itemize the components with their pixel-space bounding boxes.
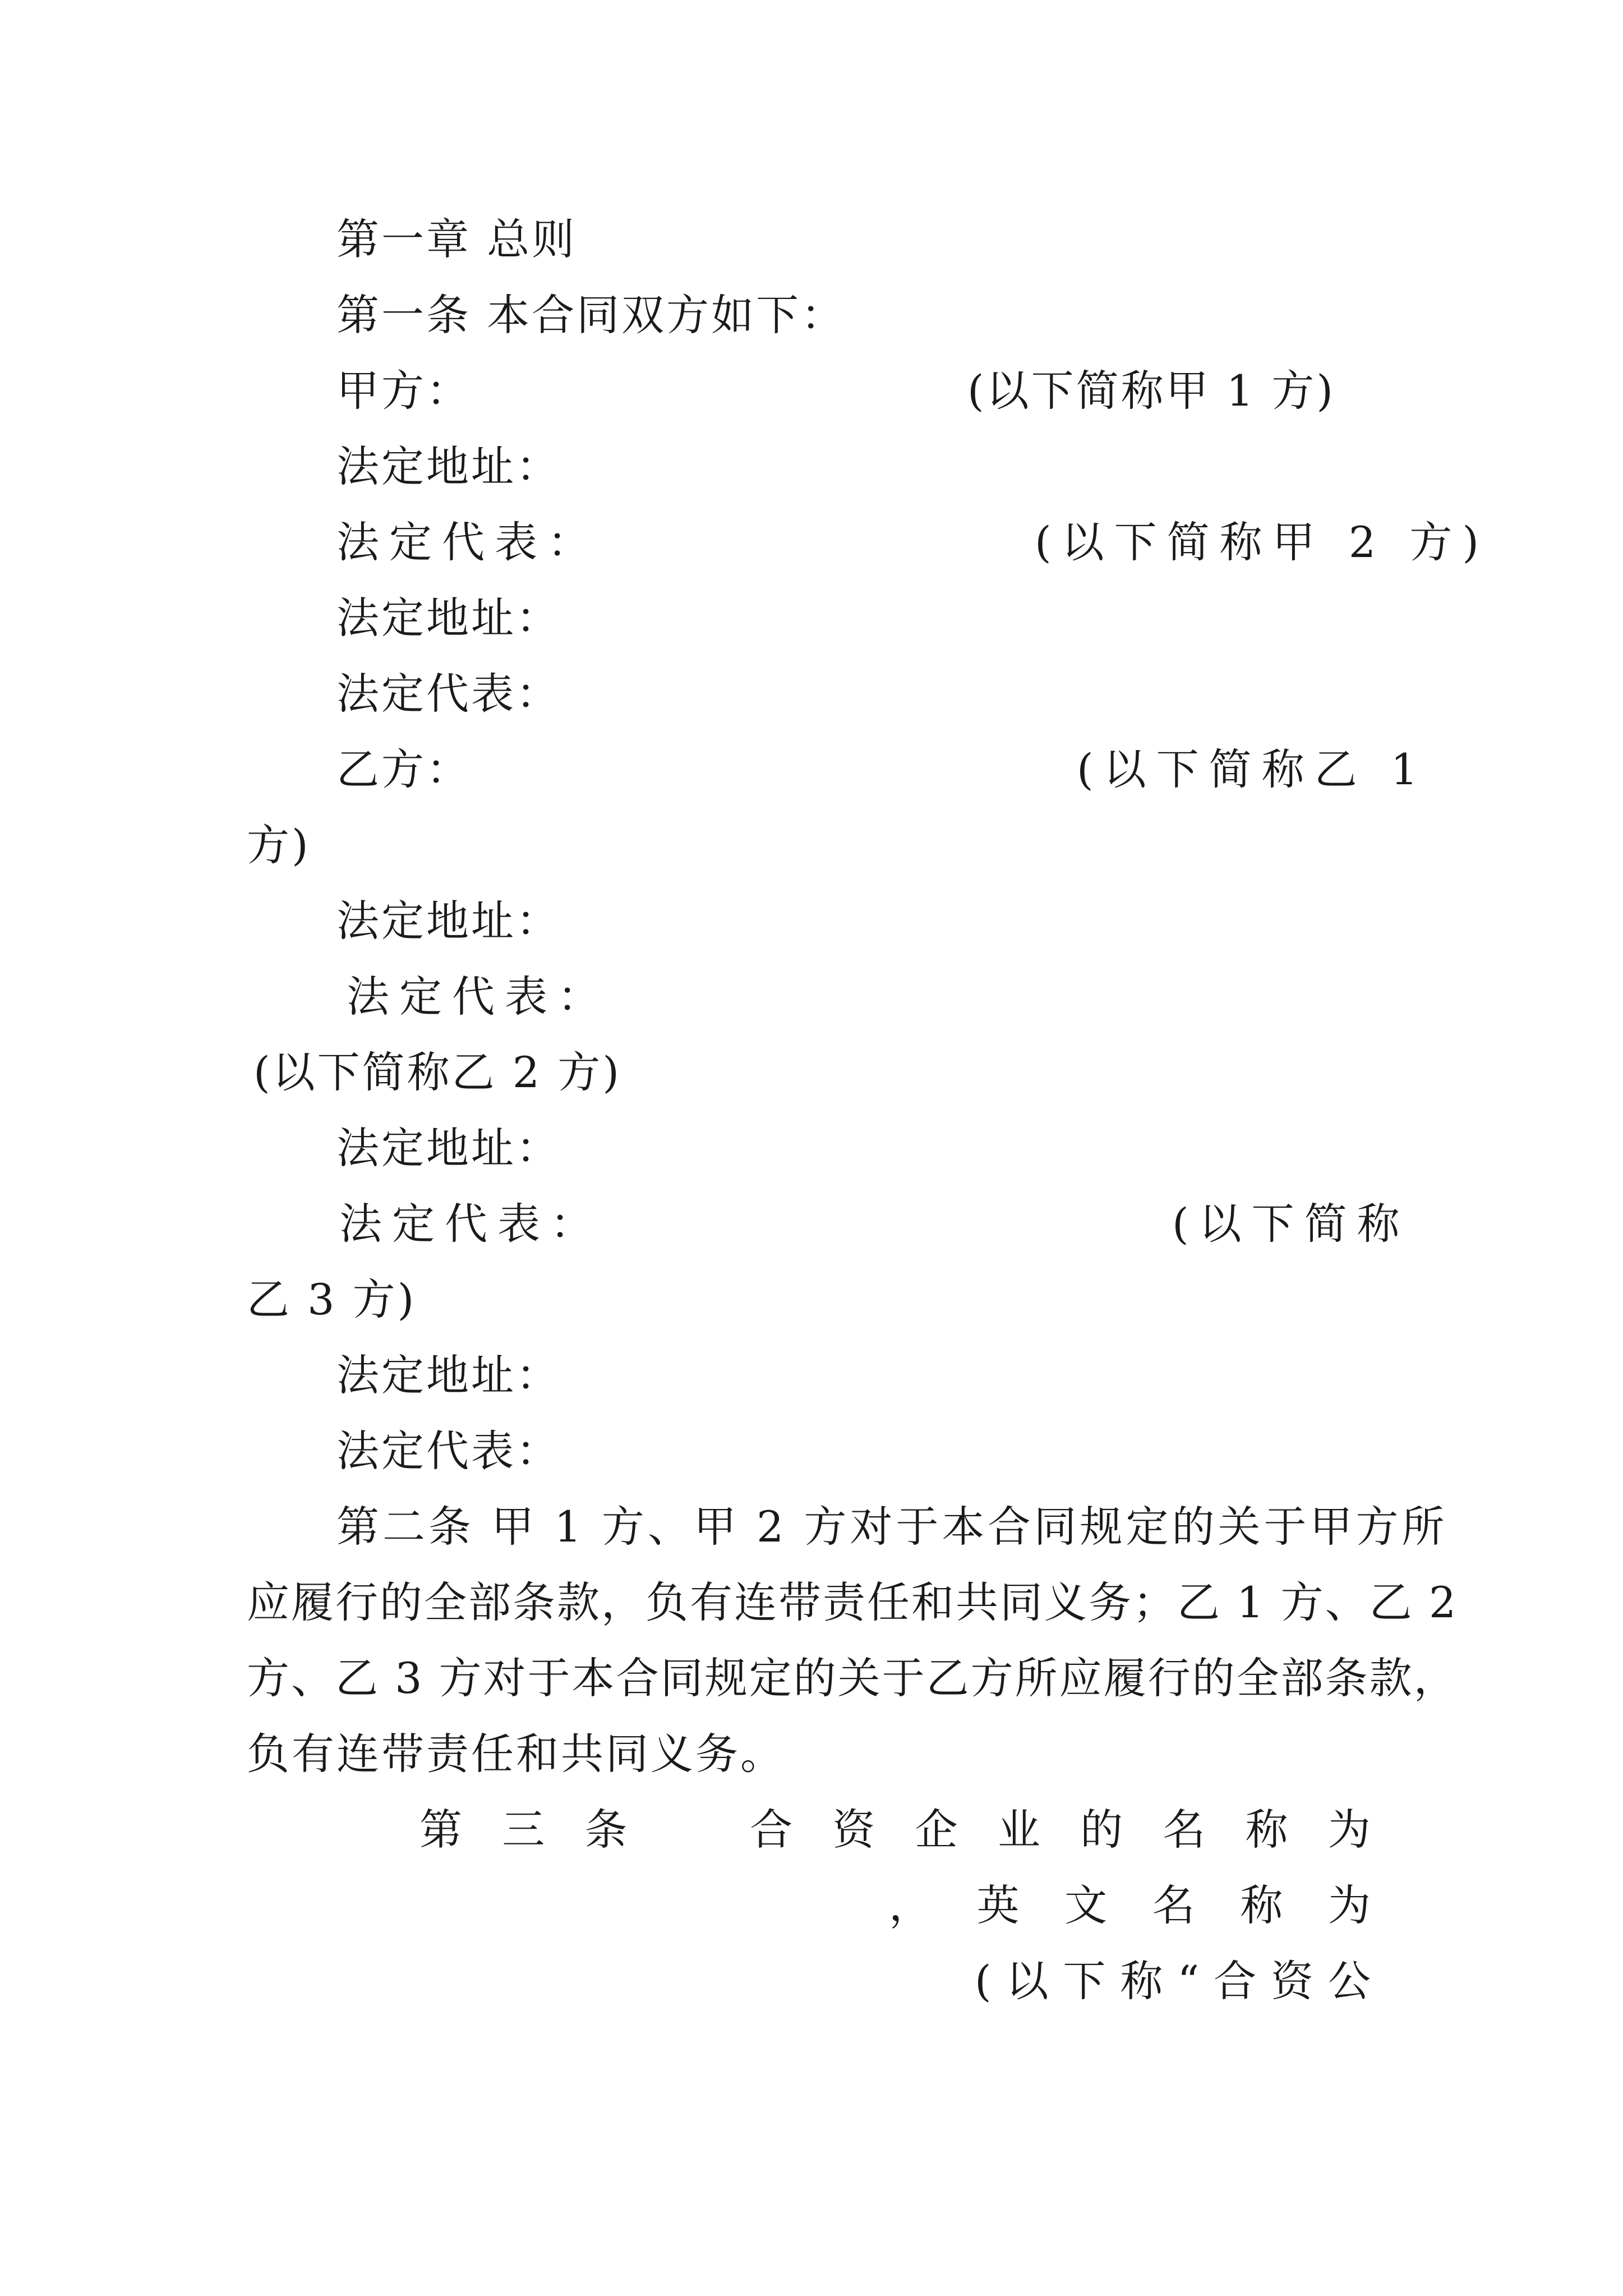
party-a2-alias: (以下简称甲 2 方) [1035,517,1489,567]
party-b-label: 乙方： [336,744,471,794]
chapter-title: 第一章 总则 [336,214,577,264]
article-3-word: 名 [1163,1805,1208,1855]
article-3-word: 条 [584,1805,630,1855]
article-3-word: 称 [1240,1880,1285,1930]
article-3-word: 企 [915,1805,960,1855]
party-b3-alias-part1: (以下简称 [1172,1199,1410,1249]
article-3-word: 公 [1327,1956,1373,2006]
article-3-word: 为 [1327,1880,1373,1930]
article-3-word: 资 [1271,1956,1316,2006]
article-3-word: 下 [1063,1956,1108,2006]
article-3-line-2 [889,1878,1373,1934]
article-3-word: 资 [832,1805,878,1855]
article-3-word: 业 [997,1805,1043,1855]
legal-representative-label: 法定代表： [336,517,600,567]
article-3-word: 名 [1152,1880,1197,1930]
legal-representative-label: 法定代表： [347,972,610,1022]
article-3-line-3 [975,1953,1373,2009]
article-2-line-1: 第二条 甲 1 方、甲 2 方对于本合同规定的关于甲方所 [336,1502,1448,1552]
party-a-label: 甲方： [336,366,471,416]
legal-address-label: 法定地址： [336,593,561,643]
legal-representative-label: 法定代表： [339,1199,603,1249]
article-3-word: “ [1177,1956,1202,2006]
article-3-line-1 [419,1802,1373,1858]
article-3-word: 合 [750,1805,795,1855]
legal-address-label: 法定地址： [336,441,561,491]
article-3-word: 文 [1064,1880,1110,1930]
article-3-word: 称 [1120,1956,1165,2006]
legal-address-label: 法定地址： [336,1123,561,1173]
article-3-word: 英 [976,1880,1022,1930]
party-a1-alias: (以下简称甲 1 方) [967,366,1335,416]
article-2-line-3: 方、乙 3 方对于本合同规定的关于乙方所应履行的全部条款， [247,1653,1458,1703]
legal-address-label: 法定地址： [336,1350,561,1400]
article-2-line-2: 应履行的全部条款，负有连带责任和共同义务；乙 1 方、乙 2 [247,1577,1458,1627]
article-3-word: 三 [502,1805,547,1855]
legal-address-label: 法定地址： [336,896,561,946]
party-b2-alias: (以下简称乙 2 方) [253,1047,621,1097]
article-3-word: 以 [1006,1956,1051,2006]
article-3-word: ， [889,1880,934,1930]
party-b1-alias-part1: (以下简称乙 1 [1077,744,1428,794]
article-2-line-4: 负有连带责任和共同义务。 [247,1729,785,1779]
legal-representative-label: 法定代表： [336,1426,561,1476]
article-3-word: 第 [419,1805,464,1855]
article-3-word: 的 [1080,1805,1126,1855]
article-1-heading: 第一条 本合同双方如下： [336,290,846,340]
party-b1-alias-part2: 方) [247,820,311,870]
article-3-word: 合 [1214,1956,1259,2006]
article-3-word: 为 [1327,1805,1373,1855]
party-b3-alias-part2: 乙 3 方) [247,1274,417,1324]
legal-representative-label: 法定代表： [336,669,561,719]
article-3-word: ( [975,1956,994,2006]
article-3-word: 称 [1245,1805,1290,1855]
